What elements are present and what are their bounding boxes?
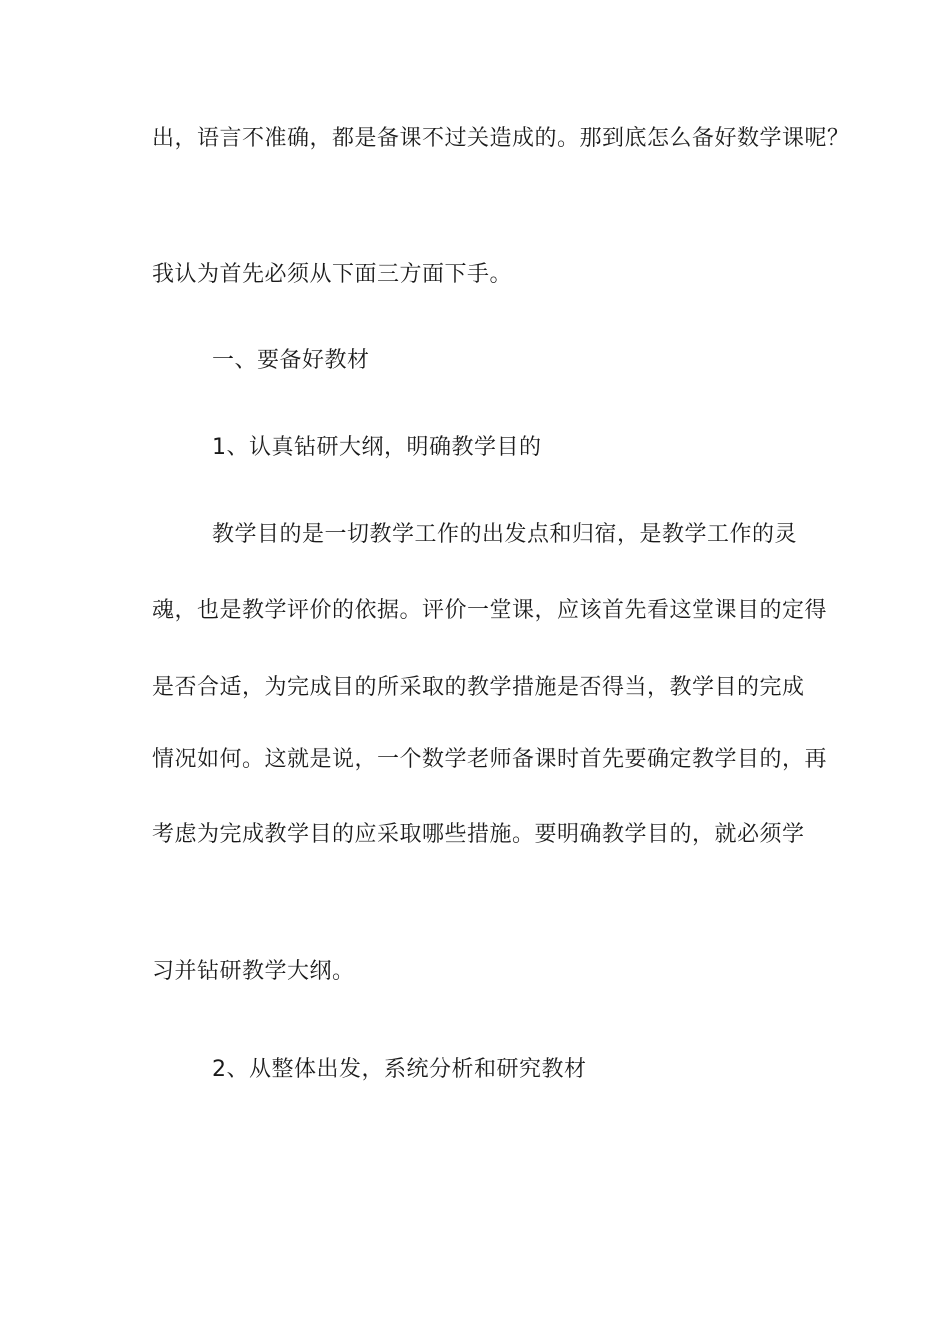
paragraph-line: 我认为首先必须从下面三方面下手。 xyxy=(152,262,513,287)
paragraph-line: 习并钻研教学大纲。 xyxy=(152,959,355,984)
subsection-heading: 2、从整体出发，系统分析和研究教材 xyxy=(212,1057,587,1082)
paragraph-line: 考虑为完成教学目的应采取哪些措施。要明确教学目的，就必须学 xyxy=(152,822,805,847)
paragraph-line: 教学目的是一切教学工作的出发点和归宿，是教学工作的灵 xyxy=(212,522,798,547)
paragraph-line: 是否合适，为完成目的所采取的教学措施是否得当，教学目的完成 xyxy=(152,675,805,700)
paragraph-line: 出，语言不准确，都是备课不过关造成的。那到底怎么备好数学课呢？ xyxy=(152,126,850,151)
paragraph-line: 魂，也是教学评价的依据。评价一堂课，应该首先看这堂课目的定得 xyxy=(152,598,828,623)
section-heading: 一、要备好教材 xyxy=(212,348,370,373)
subsection-heading: 1、认真钻研大纲，明确教学目的 xyxy=(212,435,542,460)
paragraph-line: 情况如何。这就是说，一个数学老师备课时首先要确定教学目的，再 xyxy=(152,747,828,772)
